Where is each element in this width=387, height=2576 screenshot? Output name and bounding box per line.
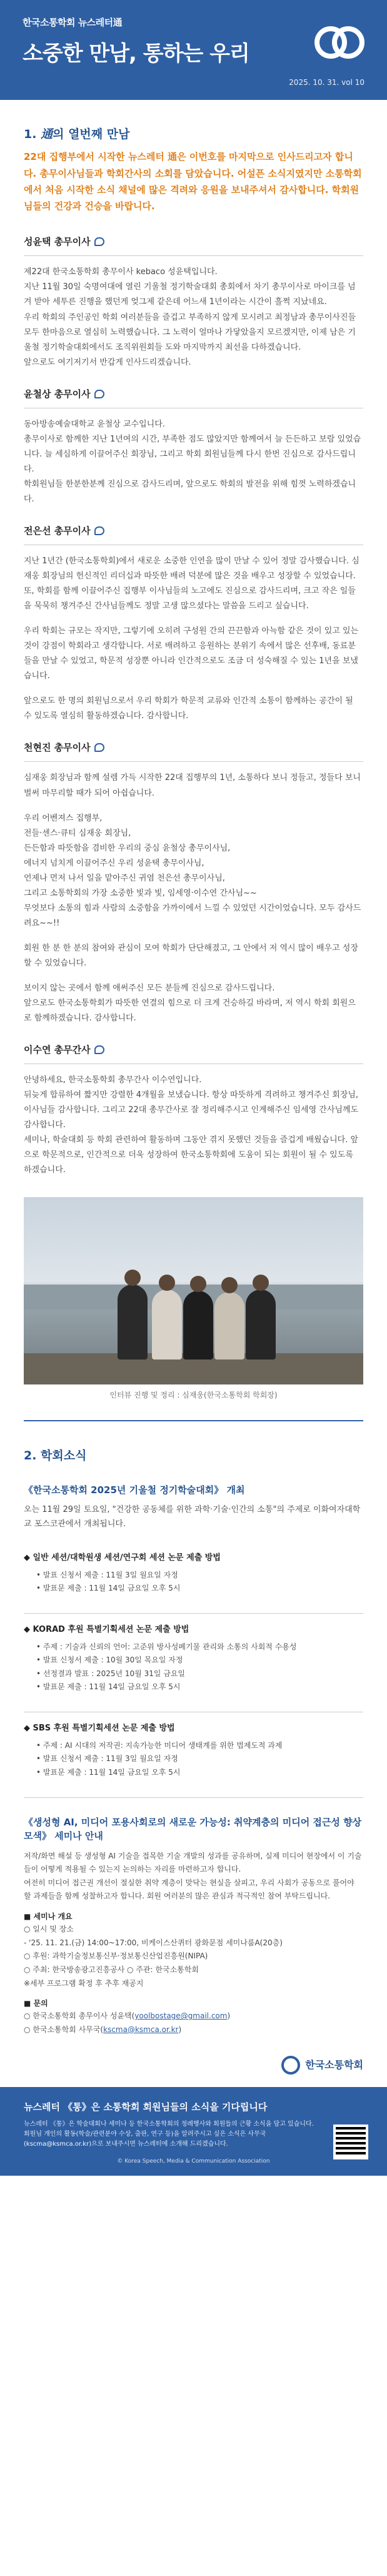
newsletter-title: 소중한 만남, 통하는 우리 xyxy=(23,41,249,66)
section-news xyxy=(0,1446,387,2037)
footer-logo xyxy=(24,2056,363,2075)
person-paragraph: 보이지 않는 곳에서 함께 애써주신 모든 분들께 진심으로 감사드립니다. 앞으로도 한국소통학회가 따뜻한 연결의 힘으로 더 크게 건승하길 바라며, 저 역시 학회 회원으로 함께하겠습니다. 감사합니다. xyxy=(24,984,356,1024)
info-line: ○ 일시 및 장소 xyxy=(24,1925,74,1934)
tong-mark: 通 xyxy=(41,127,53,141)
bullet-item: • 발표 신청서 제출 : 11월 3일 월요일 자정 xyxy=(36,1752,363,1766)
submission-box xyxy=(24,1542,363,1603)
seminar-desc: 저작/화면 해설 등 생성형 AI 기술을 접목한 기술 개발의 성과를 공유하며, 실제 미디어 현장에서 이 기술들이 어떻게 적용될 수 있는지 논의하는 자리를 마련하고자 합니다. 여전히 미디어 접근권 개선이 절실한 취약 계층이 맞닥는 현실을 살피고, 우리 사회가 공동으로 풀어야 할 과제들을 함께 성찰하고자 합니다. 회원 여러분의 많은 관심과 적극적인 참여 부탁드립니다. xyxy=(24,1851,362,1901)
section-divider xyxy=(24,1420,363,1421)
submission-box xyxy=(24,1712,363,1787)
footer-title: 뉴스레터 《통》은 소통학회 회원님들의 소식을 기다립니다 xyxy=(24,2101,268,2113)
submission-bullets xyxy=(24,1569,363,1596)
brand-name: 한국소통학회 뉴스레터 xyxy=(23,17,113,28)
info-line: - '25. 11. 21.(금) 14:00~17:00, 비케이스산퀴터 광화문점 세미나룸A(20층) xyxy=(24,1938,283,1947)
section-title: 의 열번째 만남 xyxy=(53,127,130,141)
bullet-item: • 주제 : AI 시대의 저작권: 지속가능한 미디어 생태계를 위한 법제도적 과제 xyxy=(36,1739,363,1753)
submission-title: ◆ SBS 후원 특별기획세션 논문 제출 방법 xyxy=(24,1724,175,1734)
seminar-info-title: ■ 세미나 개요 xyxy=(24,1912,73,1921)
lead-text: 22대 집행부에서 시작한 뉴스레터 通은 이번호를 마지막으로 인사드리고자 합니다. 총무이사님들과 학회간사의 소회를 담았습니다. 어설픈 소식지였지만 소통학회에서 처음 시작한 소식 채널에 많은 격려와 응원을 보내주셔서 감사합니다. 학회원님들의 건강과 건승을 바랍니다. xyxy=(24,151,362,212)
bullet-item: • 발표문 제출 : 11월 14일 금요일 오후 5시 xyxy=(36,1680,363,1694)
bullet-item: • 발표 신청서 제출 : 11월 3일 월요일 자정 xyxy=(36,1569,363,1582)
bullet-item: • 발표 신청서 제출 : 10월 30일 목요일 자정 xyxy=(36,1654,363,1667)
qr-code-icon[interactable] xyxy=(333,2124,368,2159)
submission-title: ◆ KORAD 후원 특별기획세션 논문 제출 방법 xyxy=(24,1624,189,1634)
speech-bubble-icon xyxy=(94,1045,104,1054)
person-block xyxy=(24,523,363,724)
person-name: 천현진 총무이사 xyxy=(24,740,363,762)
people-list xyxy=(24,234,363,1178)
submission-title: ◆ 일반 세션/대학원생 세션/연구회 세션 논문 제출 방법 xyxy=(24,1552,221,1562)
person-paragraph: 지난 1년간 (한국소통학회)에서 새로운 소중한 인연을 많이 만날 수 있어 정말 감사했습니다. 심재웅 회장님의 헌신적인 리더십과 따뜻한 배려 덕분에 많은 것을 배우고 성장할 수 있었습니다. 또, 학회를 함께 이끌어주신 집행부 이사님들의 노고에도 진심으로 감사드리며, 크고 작은 일들을 묵묵히 챙겨주신 간사님들께도 정말 고생 많으셨다는 말씀을 드리고 싶습니다. xyxy=(24,556,359,611)
org-logo-icon xyxy=(281,2056,300,2075)
person-name: 성윤택 총무이사 xyxy=(24,234,363,256)
conference-title: 《한국소통학회 2025년 기울철 정기학술대회》 개최 xyxy=(24,1484,245,1496)
brand-mark: 通 xyxy=(113,17,123,28)
person-name: 전은선 총무이사 xyxy=(24,523,363,545)
bullet-item: • 선정결과 발표 : 2025년 10월 31일 금요일 xyxy=(36,1667,363,1681)
person-paragraph: 앞으로도 한 명의 회원님으로서 우리 학회가 학문적 교류와 인간적 소통이 함께하는 공간이 될 수 있도록 열심히 활동하겠습니다. 감사합니다. xyxy=(24,696,353,721)
society-logo-icon xyxy=(314,22,364,62)
contact-list xyxy=(24,2010,363,2036)
photo-caption: 인터뷰 진행 및 정리 : 심재웅(한국소통학회 학회장) xyxy=(109,1390,278,1399)
bullet-item: • 주제 : 기술과 신뢰의 언어: 고준위 방사성폐기물 관리와 소통의 사회적 수용성 xyxy=(36,1641,363,1654)
bullet-item: • 발표문 제출 : 11월 14일 금요일 오후 5시 xyxy=(36,1766,363,1780)
divider xyxy=(24,1797,363,1798)
person-name: 윤철상 총무이사 xyxy=(24,387,363,408)
speech-bubble-icon xyxy=(94,237,104,246)
person-paragraph: 동아방송예술대학교 윤철상 교수입니다. 총무이사로 함께한 지난 1년여의 시간, 부족한 점도 많았지만 함께여서 늘 든든하고 보람 있었습니다. 늘 세심하게 이끌어주신 회장님, 그리고 학회 회원님들께 다시 한번 진심으로 감사드립니다. 학회원님들 한분한분께 진심으로 감사드리며, 앞으로도 학회의 발전을 위해 힘껏 노력하겠습니다. xyxy=(24,419,361,504)
person-paragraph: 우리 학회는 규모는 작지만, 그렇기에 오히려 구성원 간의 끈끈함과 아늑함 같은 것이 있고 있는 것이 강점이 학회라고 생각합니다. 서로 배려하고 응원하는 분위기 속에서 많은 선후배, 동료분들을 만날 수 있었고, 학문적 성장뿐 아니라 인간적으로도 조금 더 성숙해질 수 있는 1년을 보냈습니다. xyxy=(24,626,359,681)
seminar-title: 《생성형 AI, 미디어 포용사회로의 새로운 가능성: 취약계층의 미디어 접근성 향상 모색》 세미나 안내 xyxy=(24,1816,362,1842)
submission-bullets xyxy=(24,1641,363,1694)
issue-date: 2025. 10. 31. vol 10 xyxy=(289,77,364,87)
person-paragraph: 회원 한 분 한 분의 참여와 관심이 모여 학회가 단단해졌고, 그 안에서 저 역시 많이 배우고 성장할 수 있었습니다. xyxy=(24,943,358,968)
email-link-2[interactable]: kscma@ksmca.or.kr xyxy=(103,2025,179,2034)
footer-banner xyxy=(0,2087,387,2176)
submission-bullets xyxy=(24,1739,363,1780)
person-paragraph: 우리 어벤져스 집행부, 전들·센스·큐티 심재웅 회장님, 든든함과 따뜻함을 겸비한 우리의 중심 윤철상 총무이사님, 에너지 넘치게 이끌어주신 우리 성윤택 총무이사님, 언제나 먼저 나서 일을 맡아주신 귀염 천은선 총무이사님, 그리고 소통학회의 가장 소중한 빛과 빛, 임세영·이수연 간사님~~ 무엇보다 소통의 힘과 사람의 소중함을 가까이에서 느낄 수 있었던 시간이었습니다. 모두 감사드려요~~!! xyxy=(24,813,361,928)
info-line: ○ 후원: 과학기술정보통신부·정보통신산업진흥원(NIPA) xyxy=(24,1952,208,1961)
copyright: © Korea Speech, Media & Communication Association xyxy=(117,2158,270,2164)
person-name: 이수연 총무간사 xyxy=(24,1042,363,1064)
brand-line xyxy=(23,15,364,31)
section-number: 1. xyxy=(24,127,37,141)
section-meeting xyxy=(0,125,387,1401)
person-paragraph: 안녕하세요, 한국소통학회 총무간사 이수연입니다. 뒤늦게 합류하여 짧지만 강렬한 4개월을 보냈습니다. 항상 따뜻하게 격려하고 챙겨주신 회장님, 이사님들 감사합니다. 그리고 22대 총무간사로 잘 정리해주시고 인계해주신 임세영 간사님께도 감사합니다. 세미나, 학술대회 등 학회 관련하여 활동하며 그동안 겪지 못했던 것들을 즐겁게 배웠습니다. 앞으로 학문적으로, 인간적으로 더욱 성장하여 한국소통학회에 도움이 되는 회원이 될 수 있도록 하겠습니다. xyxy=(24,1075,359,1175)
submission-box xyxy=(24,1613,363,1702)
header-banner xyxy=(0,0,387,100)
contact-title: ■ 문의 xyxy=(24,1999,48,2008)
person-block xyxy=(24,740,363,1026)
org-name: 한국소통학회 xyxy=(305,2058,363,2071)
speech-bubble-icon xyxy=(94,390,104,398)
seminar-info xyxy=(24,1923,363,1990)
section-1-heading xyxy=(24,125,363,144)
group-photo xyxy=(24,1197,363,1384)
person-block xyxy=(24,234,363,370)
info-line: ○ 주최: 한국방송광고진흥공사 ○ 주관: 한국소통학회 xyxy=(24,1965,199,1974)
person-paragraph: 제22대 한국소통학회 총무이사 kebaco 성윤택입니다. 지난 11월 30일 숙명여대에 열린 기울철 정기학술대회 총회에서 차기 총무이사로 마이크를 넘겨 받아 세투른 진행을 했던게 엊그제 같은데 어느새 1년이라는 시간이 흘쩍 지났네요. 우리 학회의 주인공인 학회 여러분들을 즐겁고 부족하지 않게 모시려고 최정남과 총무이사진들 모두 한마음으로 열심히 노력했습니다. 그 노력이 얼마나 가닿았을지 모르겠지만, 이제 남은 기울철 정기학술대회에서도 조직위원회들 도와 마지막까지 최선을 다하겠습니다. 앞으로도 여기저기서 반갑게 인사드리겠습니다. xyxy=(24,267,356,367)
footer-desc: 뉴스레터 《통》은 학술대회나 세미나 등 한국소통학회의 정례행사와 회원들의 근황 소식을 담고 있습니다. 회원님 개인의 활동(학술/관련분야 수상, 출판, 연구 등)을 알려주시고 싶은 소식은 사무국(kscma@ksmca.or.kr)으로 보내주시면 뉴스레터에 소개해 드리겠습니다. xyxy=(24,2120,314,2148)
email-link-1[interactable]: yoolbostage@gmail.com xyxy=(134,2011,228,2021)
speech-bubble-icon xyxy=(94,526,104,535)
info-line: ※세부 프로그램 확정 후 추후 재공지 xyxy=(24,1978,144,1988)
person-block xyxy=(24,1042,363,1178)
contact-line-1: ○ 한국소통학회 총무이사 성윤택(yoolbostage@gmail.com) xyxy=(24,2011,231,2021)
bullet-item: • 발표문 제출 : 11월 14일 금요일 오후 5시 xyxy=(36,1582,363,1596)
section-2-heading: 2. 학회소식 xyxy=(24,1448,87,1463)
person-paragraph: 심재웅 회장님과 함께 설렘 가득 시작한 22대 집행부의 1년, 소통하다 보니 정들고, 정들다 보니 벌써 마무리할 때가 되어 아쉽습니다. xyxy=(24,773,361,798)
contact-line-2: ○ 한국소통학회 사무국(kscma@ksmca.or.kr) xyxy=(24,2025,182,2034)
speech-bubble-icon xyxy=(94,743,104,752)
conference-desc: 오는 11월 29일 토요일, "건강한 공동체를 위한 과학·기술·인간의 소통"의 주제로 이화여자대학교 포스코관에서 개최됩니다. xyxy=(24,1505,361,1529)
submission-items xyxy=(24,1542,363,1787)
person-block xyxy=(24,387,363,507)
